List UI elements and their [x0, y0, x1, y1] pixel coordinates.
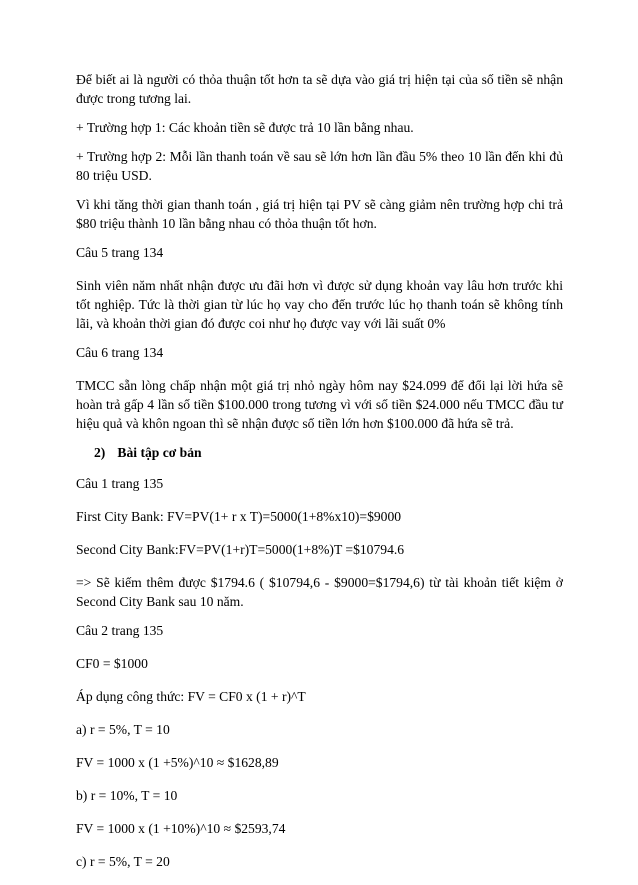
section-heading [76, 443, 563, 462]
question-6-label: Câu 6 trang 134 [76, 345, 164, 360]
question-5-label: Câu 5 trang 134 [76, 245, 164, 260]
section-title: Bài tập cơ bản [117, 445, 202, 460]
paragraph-question-5: Sinh viên năm nhất nhận được ưu đãi hơn vì được sử dụng khoản vay lâu hơn trước khi tốt nghiệp. Tức là thời gian từ lúc họ vay cho đến trước lúc họ thanh toán sẽ không tính lãi, và khoản thời gian đó được coi như họ được vay với lãi suất 0% [76, 278, 563, 331]
paragraph-conclusion: Vì khi tăng thời gian thanh toán , giá trị hiện tại PV sẽ càng giảm nên trường hợp chi trả $80 triệu thành 10 lần bằng nhau có thỏa thuận tốt hơn. [76, 197, 563, 231]
paragraph-case-1: + Trường hợp 1: Các khoản tiền sẽ được trả 10 lần bằng nhau. [76, 120, 414, 135]
result-b-line: FV = 1000 x (1 +10%)^10 ≈ $2593,74 [76, 821, 286, 836]
case-b-line: b) r = 10%, T = 10 [76, 788, 178, 803]
cf0-line: CF0 = $1000 [76, 656, 148, 671]
paragraph-question-1-result: => Sẽ kiếm thêm được $1794.6 ( $10794,6 - $9000=$1794,6) từ tài khoản tiết kiệm ở Second City Bank sau 10 năm. [76, 575, 563, 609]
formula-line: Áp dụng công thức: FV = CF0 x (1 + r)^T [76, 689, 306, 704]
first-city-bank-line: First City Bank: FV=PV(1+ r x T)=5000(1+8%x10)=$9000 [76, 509, 402, 524]
paragraph-question-6: TMCC sẵn lòng chấp nhận một giá trị nhỏ ngày hôm nay $24.099 để đổi lại lời hứa sẽ hoàn trả gấp 4 lần số tiền $100.000 trong tương vì với số tiền $24.000 nếu TMCC đầu tư hiệu quả và khôn ngoan thì sẽ nhận được số tiền lớn hơn $100.000 đã hứa sẽ trả. [76, 378, 563, 431]
question-2-label: Câu 2 trang 135 [76, 623, 164, 638]
section-number: 2) [94, 445, 106, 460]
second-city-bank-line: Second City Bank:FV=PV(1+r)T=5000(1+8%)T =$10794.6 [76, 542, 405, 557]
paragraph-intro: Để biết ai là người có thỏa thuận tốt hơn ta sẽ dựa vào giá trị hiện tại của số tiền sẽ nhận được trong tương lai. [76, 72, 563, 106]
question-1-label: Câu 1 trang 135 [76, 476, 164, 491]
paragraph-case-2: + Trường hợp 2: Mỗi lần thanh toán về sau sẽ lớn hơn lần đầu 5% theo 10 lần đến khi đủ 80 triệu USD. [76, 149, 563, 183]
result-a-line: FV = 1000 x (1 +5%)^10 ≈ $1628,89 [76, 755, 279, 770]
document-page [76, 70, 563, 885]
case-a-line: a) r = 5%, T = 10 [76, 722, 170, 737]
case-c-line: c) r = 5%, T = 20 [76, 854, 170, 869]
